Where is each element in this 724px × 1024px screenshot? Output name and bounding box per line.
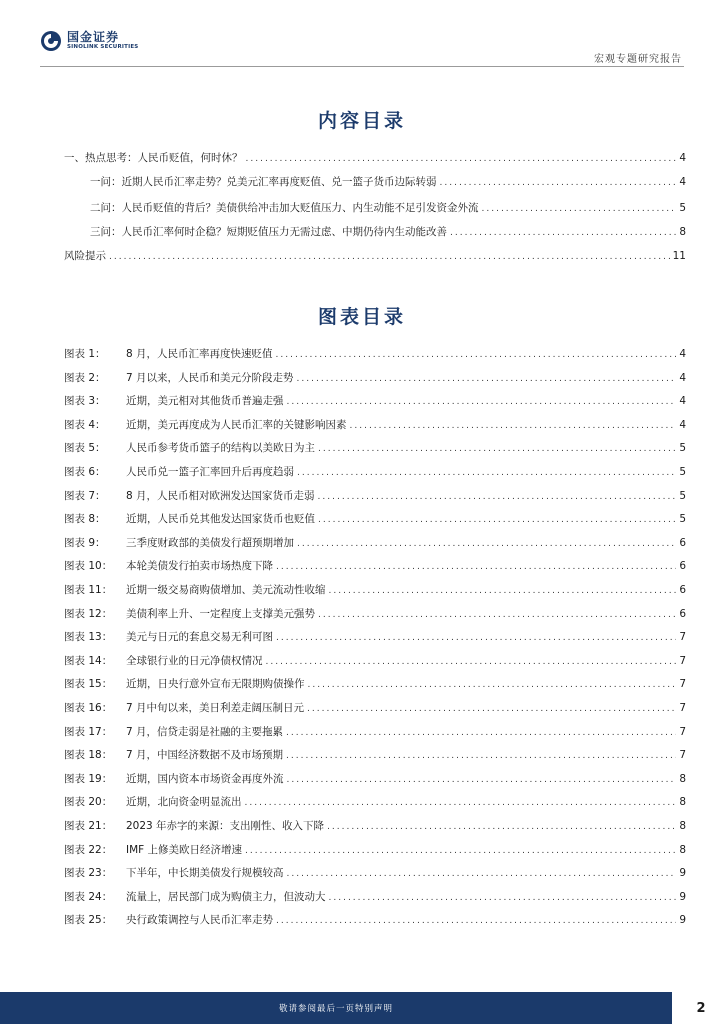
dot-leader — [318, 492, 677, 502]
dot-leader — [329, 893, 677, 903]
figure-entry-label: 图表 6： — [64, 466, 106, 478]
report-type-label: 宏观专题研究报告 — [594, 54, 682, 65]
figure-entry-label: 图表 22： — [64, 844, 113, 856]
figure-entry-label: 图表 16： — [64, 702, 113, 714]
figure-entry-label: 图表 15： — [64, 678, 113, 690]
dot-leader — [276, 350, 677, 360]
figure-entry[interactable] — [64, 535, 686, 551]
figure-entry-title: 美元与日元的套息交易无利可图 — [126, 631, 273, 643]
figure-entry-title: 2023 年赤字的来源：支出刚性、收入下降 — [126, 820, 325, 832]
contents-entry-title: 二问：人民币贬值的背后？美债供给冲击加大贬值压力、内生动能不足引发资金外流 — [90, 202, 479, 214]
figure-entry[interactable] — [64, 889, 686, 905]
figure-entry-label: 图表 17： — [64, 726, 113, 738]
dot-leader — [286, 751, 676, 761]
figure-entry-page: 7 — [679, 702, 686, 714]
figure-entry-page: 4 — [679, 372, 686, 384]
figure-entry-page: 4 — [679, 419, 686, 431]
figure-entry-title: 7 月以来，人民币和美元分阶段走势 — [126, 372, 294, 384]
logo-english-name: SINOLINK SECURITIES — [67, 44, 139, 51]
figure-entry-title: 近期，国内资本市场资金再度外流 — [126, 773, 284, 785]
figure-entry-page: 5 — [679, 490, 686, 502]
contents-entry[interactable] — [90, 224, 686, 240]
figure-entry-label: 图表 23： — [64, 867, 113, 879]
header-divider — [40, 66, 684, 67]
figure-entry-label: 图表 24： — [64, 891, 113, 903]
dot-leader — [318, 444, 676, 454]
figure-entry-title: 近期，人民币兑其他发达国家货币也贬值 — [126, 513, 315, 525]
figure-entry[interactable] — [64, 747, 686, 763]
figure-entry-title: 8 月，人民币相对欧洲发达国家货币走弱 — [126, 490, 315, 502]
dot-leader — [440, 178, 677, 188]
figure-entry-title: IMF 上修美欧日经济增速 — [126, 844, 243, 856]
contents-entry-title: 一、热点思考：人民币贬值，何时休？ — [64, 152, 243, 164]
figure-entry-page: 6 — [679, 537, 686, 549]
figure-entry-page: 7 — [679, 631, 686, 643]
figure-entry-page: 8 — [679, 796, 686, 808]
figure-entry[interactable] — [64, 511, 686, 527]
figure-entry-title: 近期，美元相对其他货币普遍走强 — [126, 395, 284, 407]
figure-entry-label: 图表 9： — [64, 537, 106, 549]
dot-leader — [287, 775, 677, 785]
dot-leader — [318, 610, 676, 620]
figure-entry-title: 人民币参考货币篮子的结构以美欧日为主 — [126, 442, 315, 454]
contents-entry-page: 11 — [672, 250, 686, 262]
dot-leader — [276, 916, 676, 926]
contents-entry-title: 风险提示 — [64, 250, 106, 262]
figure-entry-page: 7 — [679, 726, 686, 738]
dot-leader — [109, 252, 670, 262]
sinolink-logo-icon — [40, 30, 62, 52]
figure-entry-page: 9 — [679, 914, 686, 926]
dot-leader — [297, 374, 677, 384]
figure-entry-title: 全球银行业的日元净债权情况 — [126, 655, 263, 667]
dot-leader — [276, 633, 676, 643]
figure-entry-page: 5 — [679, 513, 686, 525]
dot-leader — [287, 869, 677, 879]
figure-entry-page: 8 — [679, 773, 686, 785]
figure-entry-label: 图表 18： — [64, 749, 113, 761]
figure-entry[interactable] — [64, 417, 686, 433]
figure-entry-page: 6 — [679, 608, 686, 620]
page-footer — [0, 992, 724, 1024]
figure-entry-title: 本轮美债发行拍卖市场热度下降 — [126, 560, 273, 572]
figure-entry-label: 图表 20： — [64, 796, 113, 808]
contents-entry[interactable] — [64, 150, 686, 166]
contents-entry-page: 4 — [679, 176, 686, 188]
dot-leader — [318, 515, 676, 525]
dot-leader — [276, 562, 676, 572]
figure-entry[interactable] — [64, 794, 686, 810]
page-header — [0, 0, 724, 72]
figure-entry[interactable] — [64, 724, 686, 740]
figure-entry-title: 近期，美元再度成为人民币汇率的关键影响因素 — [126, 419, 347, 431]
figure-entry-title: 央行政策调控与人民币汇率走势 — [126, 914, 273, 926]
figure-entry-label: 图表 25： — [64, 914, 113, 926]
dot-leader — [350, 421, 677, 431]
figure-entry-label: 图表 19： — [64, 773, 113, 785]
figure-entry-label: 图表 13： — [64, 631, 113, 643]
figure-entry-title: 7 月中旬以来，美日利差走阔压制日元 — [126, 702, 305, 714]
figure-entry[interactable] — [64, 558, 686, 574]
figure-entry[interactable] — [64, 370, 686, 386]
contents-entry-page: 8 — [679, 226, 686, 238]
dot-leader — [329, 586, 677, 596]
figure-entry[interactable] — [64, 865, 686, 881]
figure-entry[interactable] — [64, 653, 686, 669]
dot-leader — [266, 657, 677, 667]
footer-disclaimer: 敬请参阅最后一页特别声明 — [0, 992, 672, 1024]
dot-leader — [245, 798, 677, 808]
figure-entry-page: 6 — [679, 584, 686, 596]
figure-entry[interactable] — [64, 582, 686, 598]
figure-entry-page: 8 — [679, 844, 686, 856]
dot-leader — [308, 680, 677, 690]
figure-entry[interactable] — [64, 912, 686, 928]
figure-entry-label: 图表 12： — [64, 608, 113, 620]
dot-leader — [287, 397, 677, 407]
figure-entry-page: 5 — [679, 466, 686, 478]
figure-entry-label: 图表 7： — [64, 490, 106, 502]
figure-entry-page: 7 — [679, 749, 686, 761]
dot-leader — [307, 704, 676, 714]
logo-chinese-name: 国金证券 — [67, 30, 120, 45]
figure-entry[interactable] — [64, 440, 686, 456]
dot-leader — [327, 822, 676, 832]
dot-leader — [297, 539, 676, 549]
dot-leader — [286, 728, 676, 738]
figure-entry[interactable] — [64, 842, 686, 858]
figure-entry-page: 4 — [679, 348, 686, 360]
figures-title: 图表目录 — [317, 306, 406, 328]
figure-entry-label: 图表 1： — [64, 348, 106, 360]
figure-entry-page: 5 — [679, 442, 686, 454]
dot-leader — [482, 204, 677, 214]
figure-entry-label: 图表 2： — [64, 372, 106, 384]
dot-leader — [245, 846, 676, 856]
figure-entry-title: 下半年，中长期美债发行规模较高 — [126, 867, 284, 879]
figure-entry-label: 图表 14： — [64, 655, 113, 667]
figure-entry[interactable] — [64, 464, 686, 480]
figure-entry[interactable] — [64, 676, 686, 692]
figure-entry-title: 美债利率上升、一定程度上支撑美元强势 — [126, 608, 315, 620]
figure-entry-title: 人民币兑一篮子汇率回升后再度趋弱 — [126, 466, 294, 478]
figure-entry[interactable] — [64, 700, 686, 716]
contents-entry[interactable] — [90, 200, 686, 216]
figure-entry-title: 近期，北向资金明显流出 — [126, 796, 242, 808]
figure-entry-title: 近期，日央行意外宣布无限期购债操作 — [126, 678, 305, 690]
dot-leader — [450, 228, 676, 238]
figure-entry-label: 图表 3： — [64, 395, 106, 407]
dot-leader — [297, 468, 676, 478]
figure-entry[interactable] — [64, 629, 686, 645]
figure-entry-page: 8 — [679, 820, 686, 832]
figure-entry-title: 近期一级交易商购债增加、美元流动性收缩 — [126, 584, 326, 596]
page-number: 2 — [696, 1000, 706, 1016]
figure-entry-title: 三季度财政部的美债发行超预期增加 — [126, 537, 294, 549]
figure-entry-title: 7 月，信贷走弱是社融的主要拖累 — [126, 726, 284, 738]
figure-entry-title: 8 月，人民币汇率再度快速贬值 — [126, 348, 273, 360]
figure-entry-label: 图表 10： — [64, 560, 113, 572]
figure-entry-title: 流量上，居民部门成为购债主力，但波动大 — [126, 891, 326, 903]
contents-title: 内容目录 — [317, 110, 406, 132]
figure-entry-title: 7 月，中国经济数据不及市场预期 — [126, 749, 284, 761]
figure-entry-label: 图表 11： — [64, 584, 113, 596]
contents-entry-title: 一问：近期人民币汇率走势？兑美元汇率再度贬值、兑一篮子货币边际转弱 — [90, 176, 437, 188]
figure-entry-page: 7 — [679, 678, 686, 690]
figure-entry-label: 图表 21： — [64, 820, 113, 832]
figure-entry-label: 图表 8： — [64, 513, 106, 525]
figure-entry[interactable] — [64, 771, 686, 787]
figure-entry[interactable] — [64, 393, 686, 409]
figure-entry-label: 图表 5： — [64, 442, 106, 454]
figure-entry-page: 9 — [679, 891, 686, 903]
figure-entry[interactable] — [64, 818, 686, 834]
figure-entry[interactable] — [64, 488, 686, 504]
figure-entry[interactable] — [64, 606, 686, 622]
figure-entry-label: 图表 4： — [64, 419, 106, 431]
contents-entry-title: 三问：人民币汇率何时企稳？短期贬值压力无需过虑、中期仍待内生动能改善 — [90, 226, 447, 238]
figure-entry-page: 6 — [679, 560, 686, 572]
figure-entry-page: 4 — [679, 395, 686, 407]
contents-entry-page: 5 — [679, 202, 686, 214]
dot-leader — [246, 154, 677, 164]
figure-entry-page: 9 — [679, 867, 686, 879]
contents-entry[interactable] — [90, 174, 686, 190]
figure-entry-page: 7 — [679, 655, 686, 667]
contents-entry[interactable] — [64, 248, 686, 264]
company-logo — [40, 30, 138, 52]
figure-entry[interactable] — [64, 346, 686, 362]
contents-entry-page: 4 — [679, 152, 686, 164]
